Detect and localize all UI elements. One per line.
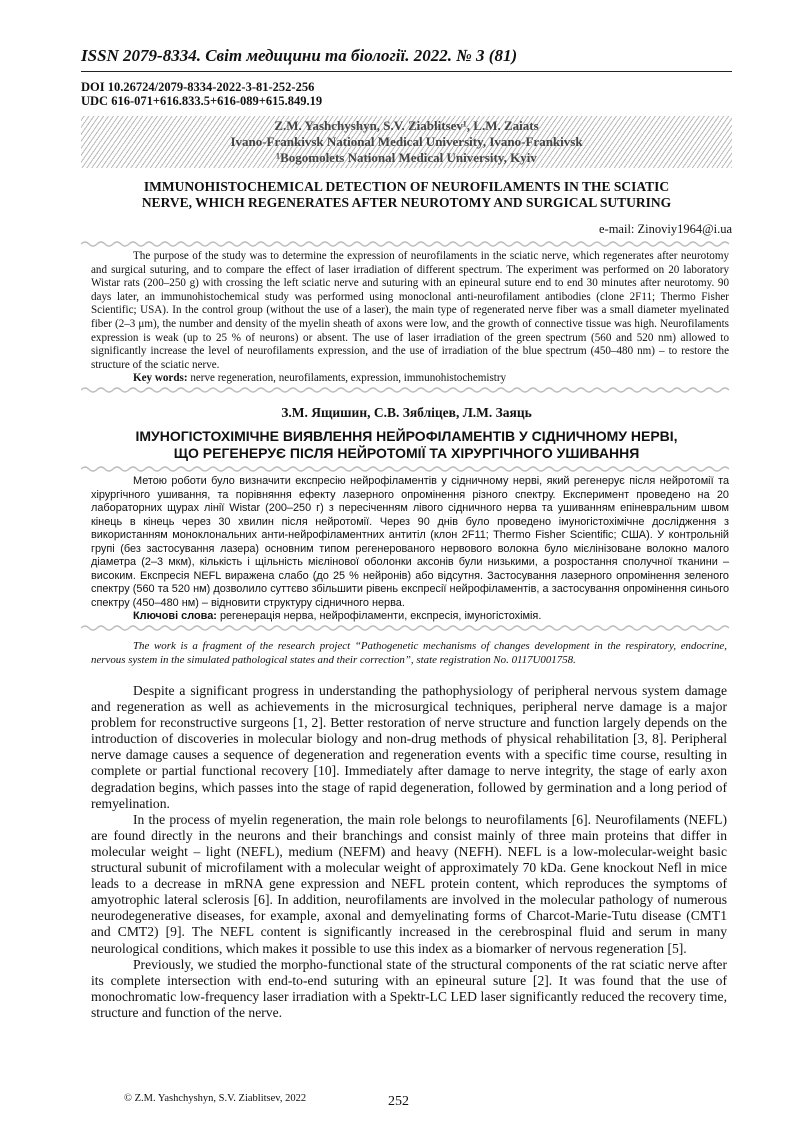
body-paragraph-2: In the process of myelin regeneration, the main role belongs to neurofilaments [6]. Neurofilaments (NEFL) are found directly in the neurons and their branchings and consist mainly of three main proteins that differ in molecular weight – light (NEFL), medium (NEFM) and heavy (NEFH). NEFL is a low-molecular-weight basic structural subunit of microfilament with a molecular weight of approximately 70 kDa. Gene knockout Nefl in mice leads to a decrease in mRNA gene expression and NEFL protein content, which reproduces the symptoms of amyotrophic lateral sclerosis [6]. In addition, neurofilaments are involved in the molecular pathology of numerous neurodegenerative diseases, for example, axonal and demyelinating forms of Charcot-Marie-Tutu disease (CMT1 and CMT2) [9]. The NEFL content is significantly increased in the cerebrospinal fluid and serum in many neurological conditions, which makes it possible to use this index as a biomarker of nervous regeneration [5]. <box>91 811 727 956</box>
page-number: 252 <box>388 1094 409 1109</box>
wavy-divider <box>81 465 732 473</box>
abstract-en <box>91 250 729 386</box>
wavy-divider <box>81 240 732 248</box>
article-title-en <box>81 179 732 211</box>
keywords-uk-list: регенерація нерва, нейрофіламенти, експресія, імуногістохімія. <box>219 610 542 622</box>
abstract-uk-text: Метою роботи було визначити експресію нейрофіламентів у сідничному нерві, який регенерує після нейротомії та хірургічного ушивання, та порівняння ефекту лазерного опромінення різного спектру. Експеримент проведено на 20 лабораторних щурах лінії Wistar (200–250 г) з пересіченням лівого сідничного нерва та ушиванням епіневральним швом кінець в кінець через 30 хвилин після нейротомії. Через 90 днів було проведено імуногістохімічне дослідження з використанням моноклональних анти-нейрофіламентних антитіл (клон 2F11; Thermo Fisher Scientific; США). У контрольній групі (без застосування лазера) основним типом регенерованого нервового волокна було мієлінізоване волокно малого діаметра (2–3 мкм), кількість і щільність мієлінової оболонки аксонів були низькими, а розростання сполучної тканини – високим. Експресія NEFL виражена слабо (до 25 % нейронів) або відсутня. Застосування лазерного опромінення зеленого спектру (560 та 520 нм) дозволило суттєво збільшити рівень експресії нейрофіламентів, а застосування опромінення синього спектру (450–480 нм) – відновити структуру сідничного нерва. <box>91 475 729 609</box>
article-title-uk <box>81 428 732 462</box>
keywords-en-list: nerve regeneration, neurofilaments, expression, immunohistochemistry <box>190 372 507 385</box>
title-en-line-1: IMMUNOHISTOCHEMICAL DETECTION OF NEUROFILAMENTS IN THE SCIATIC <box>143 179 670 194</box>
affiliation-2: ¹Bogomolets National Medical University, Kyiv <box>276 150 537 165</box>
keywords-uk-label: Ключові слова: <box>133 610 217 622</box>
keywords-en-label: Key words: <box>133 372 188 385</box>
body-paragraph-3: Previously, we studied the morpho-functional state of the structural components of the rat sciatic nerve after its complete intersection with end-to-end suturing with an epineural suture [2]. It was found that the use of monochromatic low-frequency laser irradiation with a Spektr-LC LED laser significantly reduced the recovery time, structure and function of the nerve. <box>91 956 727 1020</box>
keywords-uk <box>91 610 729 624</box>
authors-uk: З.М. Ящишин, С.В. Зябліцев, Л.М. Заяць <box>281 405 532 420</box>
header-rule <box>81 71 732 72</box>
doi: DOI 10.26724/2079-8334-2022-3-81-252-256 <box>81 80 315 94</box>
wavy-divider <box>81 386 732 394</box>
udc: UDC 616-071+616.833.5+616-089+615.849.19 <box>81 94 323 108</box>
body-paragraph-1: Despite a significant progress in understanding the pathophysiology of peripheral nervous system damage and regeneration as well as achievements in the microsurgical techniques, peripheral nerve damage is a major problem for reconstructive surgeons [1, 2]. Better restoration of nerve structure and function largely depends on the introduction of discoveries in molecular biology and non-drug methods of physical rehabilitation [3, 8]. Peripheral nerve damage causes a sequence of degeneration and regeneration events with a specific time course, resulting in complete or partial functional recovery [10]. Immediately after damage to nerve integrity, the stage of early axon degradation begins, which passes into the stage of rapid degeneration, followed by germination and a long period of remyelination. <box>91 683 727 811</box>
keywords-en <box>91 372 729 386</box>
abstract-uk <box>91 475 729 624</box>
title-uk-line-2: ЩО РЕГЕНЕРУЄ ПІСЛЯ НЕЙРОТОМІЇ ТА ХІРУРГІЧНОГО УШИВАННЯ <box>173 445 640 461</box>
contact-email: e-mail: Zinoviy1964@i.ua <box>598 222 732 236</box>
abstract-en-text: The purpose of the study was to determine the expression of neurofilaments in the sciatic nerve, which regenerates after neurotomy and surgical suturing, and to compare the effect of laser irradiation of different spectrum. The experiment was performed on 20 laboratory Wistar rats (200–250 g) with crossing the left sciatic nerve and suturing with an epineural suture end to end 30 minutes after neurotomy. 90 days later, an immunohistochemical study was performed using monoclonal anti-neurofilament antibodies (clone 2F11; Thermo Fisher Scientific; USA). In the control group (without the use of a laser), the main type of regenerated nerve fiber was a small diameter myelinated fiber (2–3 μm), the number and density of the myelin sheath of axons were low, and the growth of connective tissue was high. Neurofilaments expression is weak (up to 25 % of neurons) or absent. The use of laser irradiation of the green spectrum (560 and 520 nm) allowed to significantly increase the level of neurofilaments expression, and the use of irradiation of the blue spectrum (450–480 nm) – to restore the structure of the sciatic nerve. <box>91 250 729 371</box>
wavy-divider <box>81 624 732 632</box>
copyright: © Z.M. Yashchyshyn, S.V. Ziablitsev, 2022 <box>124 1093 307 1104</box>
journal-header: ISSN 2079-8334. Світ медицини та біології. 2022. № 3 (81) <box>81 46 518 65</box>
affiliation-1: Ivano-Frankivsk National Medical University, Ivano-Frankivsk <box>230 134 583 149</box>
authors-en: Z.M. Yashchyshyn, S.V. Ziablitsev¹, L.M. Zaiats <box>274 118 539 133</box>
project-note: The work is a fragment of the research project “Pathogenetic mechanisms of changes development in the respiratory, endocrine, nervous system in the simulated pathological states and their correction”, state registration No. 0117U001758. <box>91 640 727 666</box>
title-en-line-2: NERVE, WHICH REGENERATES AFTER NEUROTOMY AND SURGICAL SUTURING <box>141 195 672 210</box>
title-uk-line-1: ІМУНОГІСТОХІМІЧНЕ ВИЯВЛЕННЯ НЕЙРОФІЛАМЕНТІВ У СІДНИЧНОМУ НЕРВІ, <box>135 428 678 444</box>
body-text <box>91 683 727 1021</box>
